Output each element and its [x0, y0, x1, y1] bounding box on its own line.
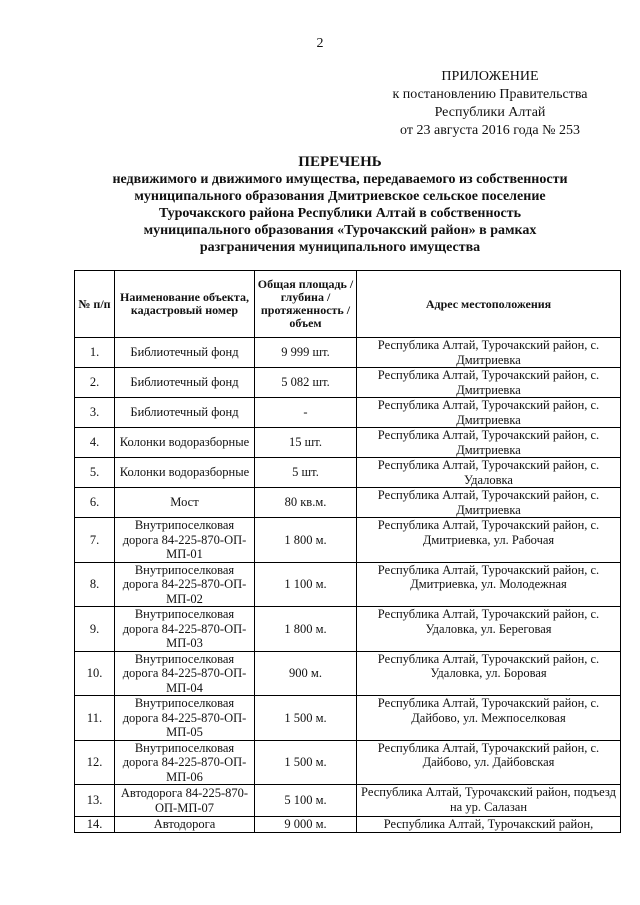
row-area: 5 шт. [255, 458, 357, 488]
table-row [75, 817, 621, 833]
row-num: 9. [75, 607, 115, 652]
header-name: Наименование объекта, кадастровый номер [115, 271, 255, 338]
table-row [75, 338, 621, 368]
row-area: 1 800 м. [255, 518, 357, 563]
row-name: Автодорога [115, 817, 255, 833]
row-num: 12. [75, 740, 115, 785]
table-row [75, 398, 621, 428]
subtitle-line: Турочакского района Республики Алтай в собственность [158, 206, 522, 221]
row-name: Библиотечный фонд [115, 398, 255, 428]
row-num: 11. [75, 696, 115, 741]
row-area: - [255, 398, 357, 428]
table-row [75, 458, 621, 488]
row-address: Республика Алтай, Турочакский район, с. Дайбово, ул. Межпоселковая [357, 696, 621, 741]
row-num: 2. [75, 368, 115, 398]
table-row [75, 785, 621, 817]
table-row [75, 518, 621, 563]
table-body [75, 338, 621, 833]
table-row [75, 607, 621, 652]
appendix-line: к постановлению Правительства [392, 87, 588, 102]
row-area: 15 шт. [255, 428, 357, 458]
row-num: 7. [75, 518, 115, 563]
row-address: Республика Алтай, Турочакский район, [357, 817, 621, 833]
row-address: Республика Алтай, Турочакский район, с. Удаловка, ул. Береговая [357, 607, 621, 652]
row-num: 4. [75, 428, 115, 458]
table-row [75, 428, 621, 458]
row-area: 1 500 м. [255, 740, 357, 785]
property-table [74, 270, 621, 833]
row-num: 5. [75, 458, 115, 488]
row-address: Республика Алтай, Турочакский район, с. Дмитриевка [357, 488, 621, 518]
row-address: Республика Алтай, Турочакский район, с. Дмитриевка [357, 428, 621, 458]
row-address: Республика Алтай, Турочакский район, с. Дмитриевка, ул. Молодежная [357, 562, 621, 607]
row-num: 1. [75, 338, 115, 368]
row-area: 1 500 м. [255, 696, 357, 741]
row-address: Республика Алтай, Турочакский район, с. Удаловка, ул. Боровая [357, 651, 621, 696]
row-area: 5 082 шт. [255, 368, 357, 398]
subtitle-line: муниципального образования «Турочакский район» в рамках [143, 223, 537, 238]
row-name: Внутрипоселковая дорога 84-225-870-ОП-МП-04 [115, 651, 255, 696]
header-num: № п/п [75, 271, 115, 338]
row-address: Республика Алтай, Турочакский район, с. Дмитриевка [357, 368, 621, 398]
table-row [75, 368, 621, 398]
row-name: Автодорога 84-225-870-ОП-МП-07 [115, 785, 255, 817]
row-name: Библиотечный фонд [115, 338, 255, 368]
table-header-row [75, 271, 621, 338]
row-name: Внутрипоселковая дорога 84-225-870-ОП-МП-01 [115, 518, 255, 563]
row-area: 1 800 м. [255, 607, 357, 652]
row-name: Колонки водоразборные [115, 458, 255, 488]
row-name: Мост [115, 488, 255, 518]
document-title: ПЕРЕЧЕНЬ [298, 154, 382, 170]
row-area: 900 м. [255, 651, 357, 696]
row-num: 10. [75, 651, 115, 696]
appendix-block [360, 68, 620, 140]
row-name: Внутрипоселковая дорога 84-225-870-ОП-МП-02 [115, 562, 255, 607]
subtitle-line: разграничения муниципального имущества [199, 240, 481, 255]
table-row [75, 651, 621, 696]
row-address: Республика Алтай, Турочакский район, с. Удаловка [357, 458, 621, 488]
row-area: 9 999 шт. [255, 338, 357, 368]
row-num: 13. [75, 785, 115, 817]
row-address: Республика Алтай, Турочакский район, с. Дмитриевка [357, 338, 621, 368]
appendix-line: Республики Алтай [434, 105, 546, 120]
row-num: 3. [75, 398, 115, 428]
page-number: 2 [316, 36, 324, 51]
row-name: Внутрипоселковая дорога 84-225-870-ОП-МП-06 [115, 740, 255, 785]
row-area: 5 100 м. [255, 785, 357, 817]
table-row [75, 562, 621, 607]
row-area: 80 кв.м. [255, 488, 357, 518]
row-area: 9 000 м. [255, 817, 357, 833]
row-num: 8. [75, 562, 115, 607]
subtitle-line: недвижимого и движимого имущества, передаваемого из собственности [112, 172, 568, 187]
row-num: 6. [75, 488, 115, 518]
table-row [75, 740, 621, 785]
table-row [75, 488, 621, 518]
row-num: 14. [75, 817, 115, 833]
row-address: Республика Алтай, Турочакский район, подъезд на ур. Салазан [357, 785, 621, 817]
subtitle-line: муниципального образования Дмитриевское сельское поселение [134, 189, 546, 204]
appendix-line: от 23 августа 2016 года № 253 [400, 123, 580, 138]
row-address: Республика Алтай, Турочакский район, с. Дмитриевка, ул. Рабочая [357, 518, 621, 563]
row-area: 1 100 м. [255, 562, 357, 607]
document-subtitle [60, 171, 620, 256]
row-address: Республика Алтай, Турочакский район, с. Дмитриевка [357, 398, 621, 428]
row-name: Внутрипоселковая дорога 84-225-870-ОП-МП-05 [115, 696, 255, 741]
row-address: Республика Алтай, Турочакский район, с. Дайбово, ул. Дайбовская [357, 740, 621, 785]
table-row [75, 696, 621, 741]
appendix-line: ПРИЛОЖЕНИЕ [441, 69, 539, 84]
header-area: Общая площадь / глубина / протяженность / объем [255, 271, 357, 338]
header-address: Адрес местоположения [357, 271, 621, 338]
row-name: Библиотечный фонд [115, 368, 255, 398]
row-name: Внутрипоселковая дорога 84-225-870-ОП-МП-03 [115, 607, 255, 652]
row-name: Колонки водоразборные [115, 428, 255, 458]
